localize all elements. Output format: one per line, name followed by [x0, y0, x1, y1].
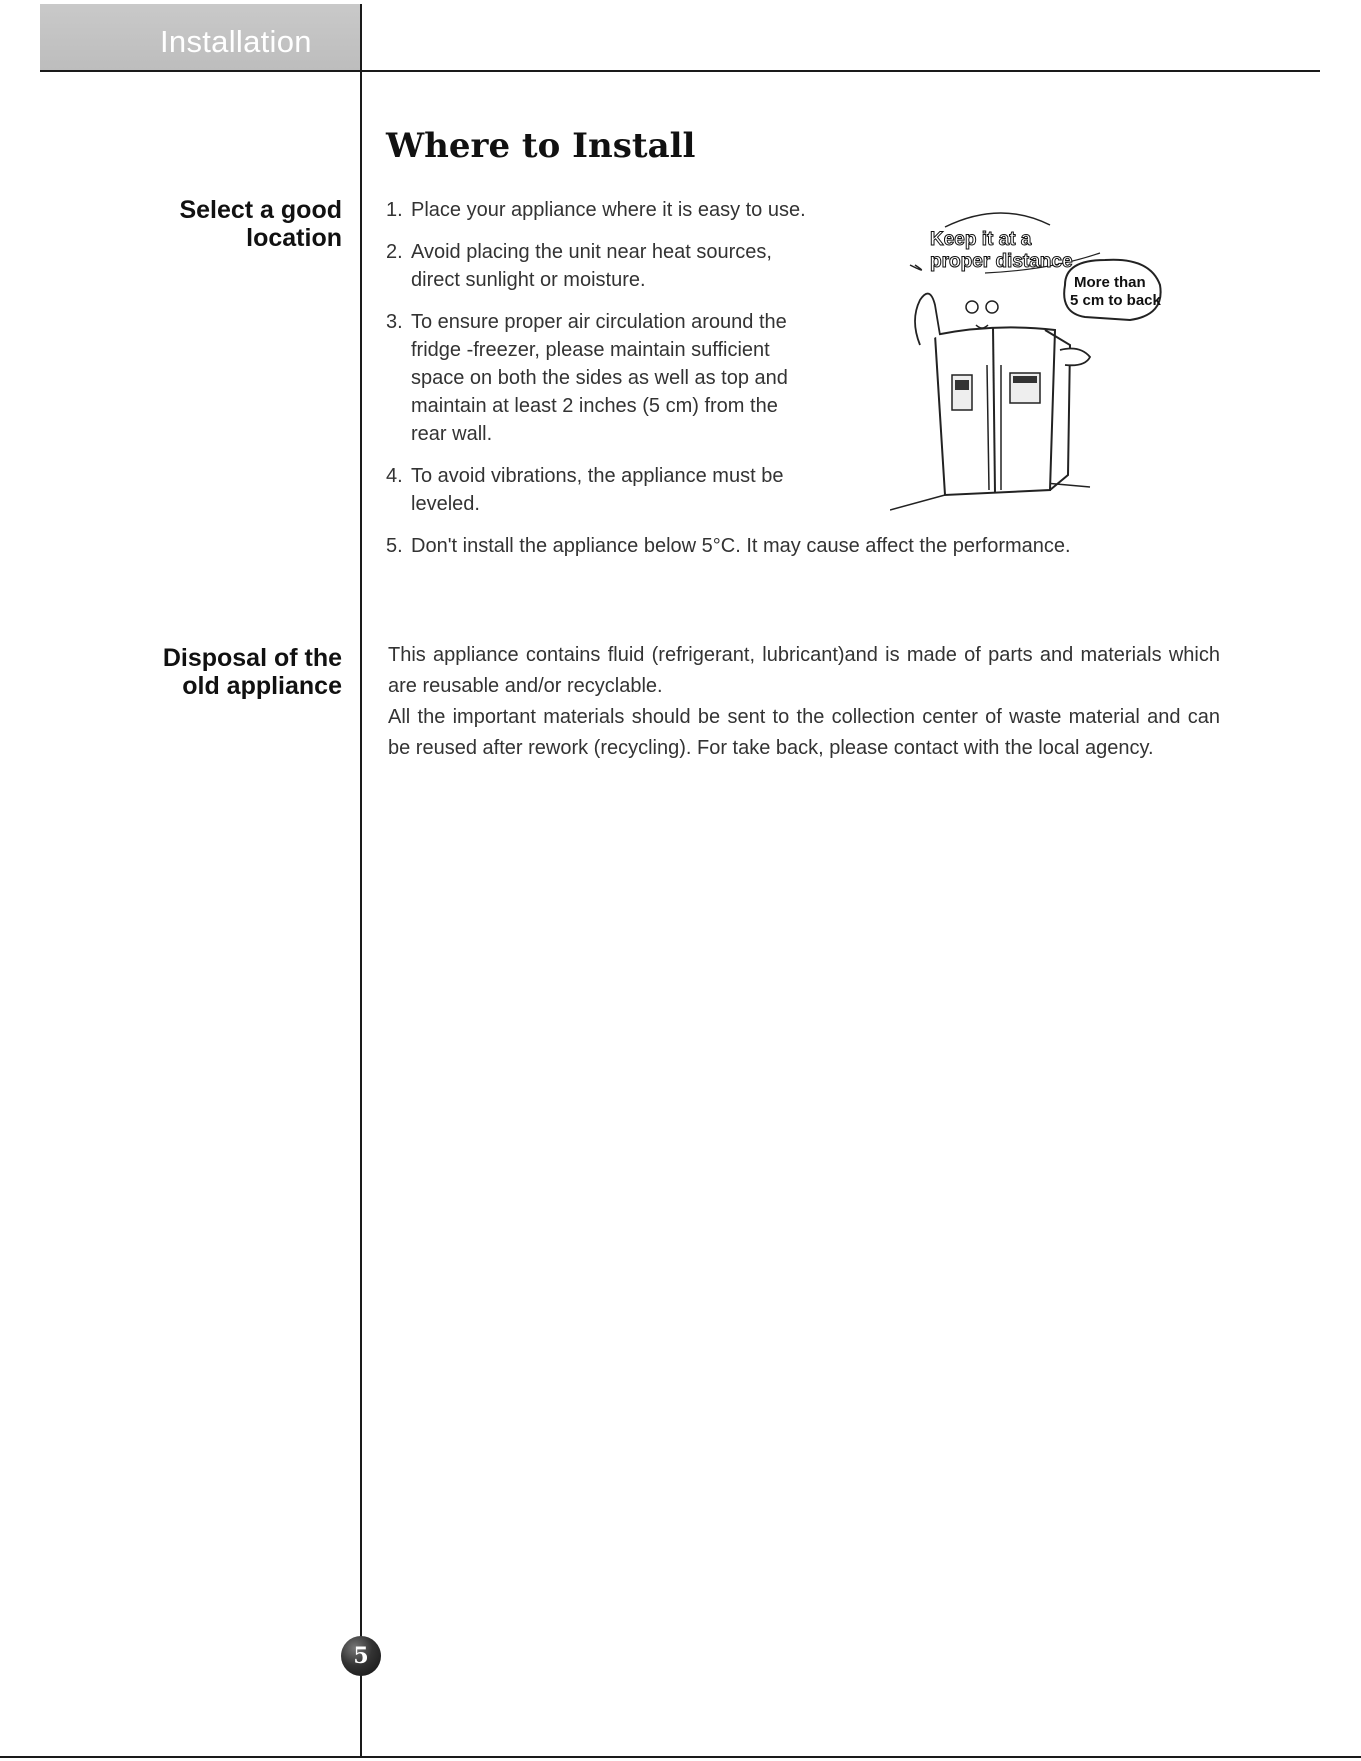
fridge-mascot-illustration	[890, 205, 1210, 525]
step-item	[386, 308, 816, 448]
caption-text-line2: proper distance	[930, 251, 1073, 272]
disposal-text	[388, 640, 1220, 764]
step-item	[386, 462, 816, 518]
heading-disposal-line1: Disposal of the	[162, 644, 342, 672]
floor-line	[1045, 483, 1090, 487]
heading-disposal-line2: old appliance	[182, 672, 342, 700]
heading-select-location	[112, 196, 342, 252]
caption-arc	[945, 213, 1050, 227]
step-text: Don't install the appliance below 5°C. It may cause affect the performance.	[411, 535, 1071, 557]
caption-text-line1: Keep it at a	[930, 229, 1032, 250]
footer-rule	[0, 1756, 1361, 1758]
disposal-paragraph: All the important materials should be sent to the collection center of waste material and can be reused after rework (recycling). For take back, please contact with the local agency.	[388, 706, 1220, 759]
step-number: 5.	[386, 535, 403, 557]
display-screen	[1013, 376, 1037, 383]
section-tab	[40, 4, 360, 70]
step-item	[386, 238, 816, 294]
disposal-paragraph: This appliance contains fluid (refrigerant, lubricant)and is made of parts and materials which are reusable and/or recyclable.	[388, 644, 1220, 697]
mascot-hand-right	[1060, 349, 1090, 366]
step-text: Avoid placing the unit near heat sources, direct sunlight or moisture.	[411, 241, 772, 291]
heading-select-location-line1: Select a good	[179, 196, 342, 224]
caption-arc	[910, 265, 921, 270]
section-tab-label: Installation	[160, 24, 312, 59]
bubble-text-line2: 5 cm to back	[1070, 292, 1161, 309]
heading-select-location-line2: location	[246, 224, 342, 252]
step-number: 2.	[386, 241, 403, 263]
page-number-badge: 5	[341, 1636, 381, 1676]
step-number: 1.	[386, 199, 403, 221]
step-text: To ensure proper air circulation around the fridge -freezer, please maintain sufficient space on both the sides as well as top and maintain at least 2 inches (5 cm) from the rear wall.	[411, 311, 788, 445]
page-title: Where to Install	[386, 126, 696, 166]
step-item	[386, 196, 816, 224]
header-rule	[40, 70, 1320, 72]
column-divider	[360, 4, 362, 1756]
step-number: 4.	[386, 465, 403, 487]
step-text: Place your appliance where it is easy to use.	[411, 199, 806, 221]
mascot-eye	[966, 301, 978, 313]
floor-line	[890, 495, 945, 510]
step-number: 3.	[386, 311, 403, 333]
dispenser-panel	[955, 380, 969, 390]
mascot-eye	[986, 301, 998, 313]
bubble-text-line1: More than	[1074, 274, 1146, 291]
heading-disposal	[112, 644, 342, 700]
step-item	[386, 532, 1171, 560]
step-text: To avoid vibrations, the appliance must be leveled.	[411, 465, 784, 515]
